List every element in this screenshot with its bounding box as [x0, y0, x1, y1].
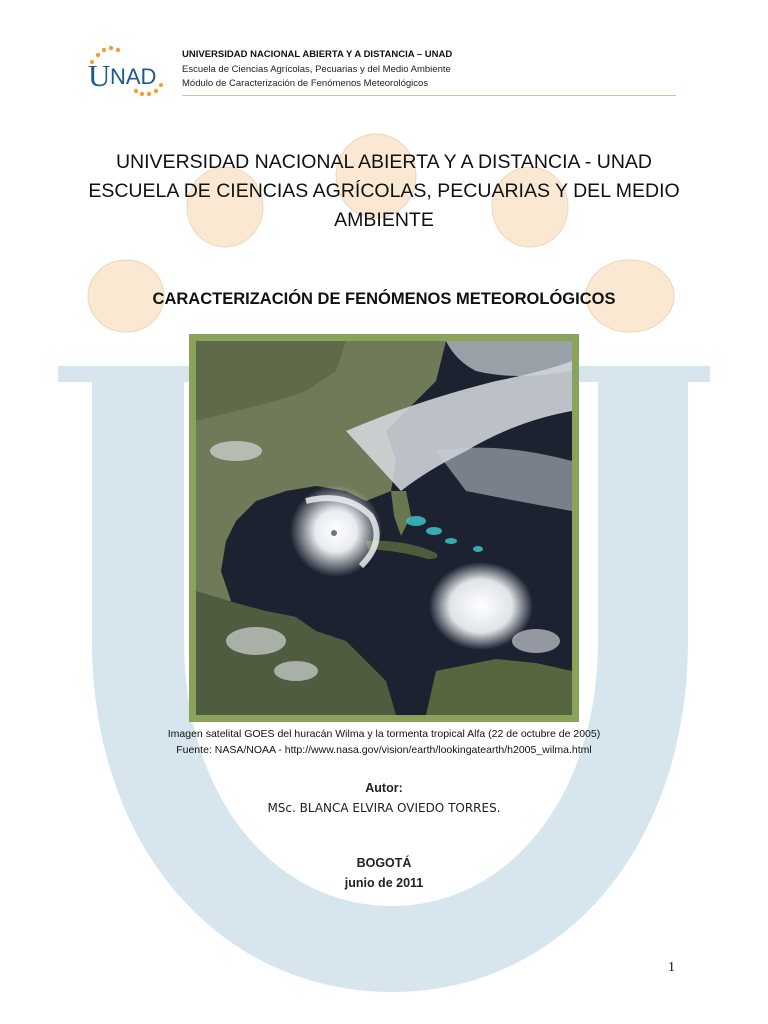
header-module: Módulo de Caracterización de Fenómenos Meteorológicos — [182, 78, 429, 89]
publication-date: junio de 2011 — [344, 876, 424, 890]
header-university: UNIVERSIDAD NACIONAL ABIERTA Y A DISTANCIA – UNAD — [182, 49, 453, 60]
title-line-3: AMBIENTE — [334, 209, 434, 231]
author-label: Autor: — [365, 781, 403, 795]
title-line-2: ESCUELA DE CIENCIAS AGRÍCOLAS, PECUARIAS Y DEL MEDIO — [88, 180, 680, 202]
unad-logo — [86, 46, 170, 98]
logo-text: U — [88, 58, 111, 93]
title-line-1: UNIVERSIDAD NACIONAL ABIERTA Y A DISTANCIA - UNAD — [115, 151, 653, 173]
header-school: Escuela de Ciencias Agrícolas, Pecuarias y del Medio Ambiente — [182, 64, 451, 75]
header-divider — [182, 95, 676, 96]
logo-text-rest: NAD — [110, 64, 157, 89]
satellite-image — [196, 341, 572, 715]
figure-source: Fuente: NASA/NOAA - http://www.nasa.gov/vision/earth/lookingatearth/h2005_wilma.html — [176, 744, 592, 756]
page-number: 1 — [668, 960, 675, 975]
city: BOGOTÁ — [356, 856, 412, 870]
figure-caption: Imagen satelital GOES del huracán Wilma y la tormenta tropical Alfa (22 de octubre de 2005) — [167, 728, 601, 740]
satellite-image-frame — [189, 334, 579, 722]
author-name: MSc. BLANCA ELVIRA OVIEDO TORRES. — [267, 801, 501, 815]
document-subtitle: CARACTERIZACIÓN DE FENÓMENOS METEOROLÓGICOS — [152, 290, 616, 308]
satellite-image-art — [196, 341, 572, 715]
